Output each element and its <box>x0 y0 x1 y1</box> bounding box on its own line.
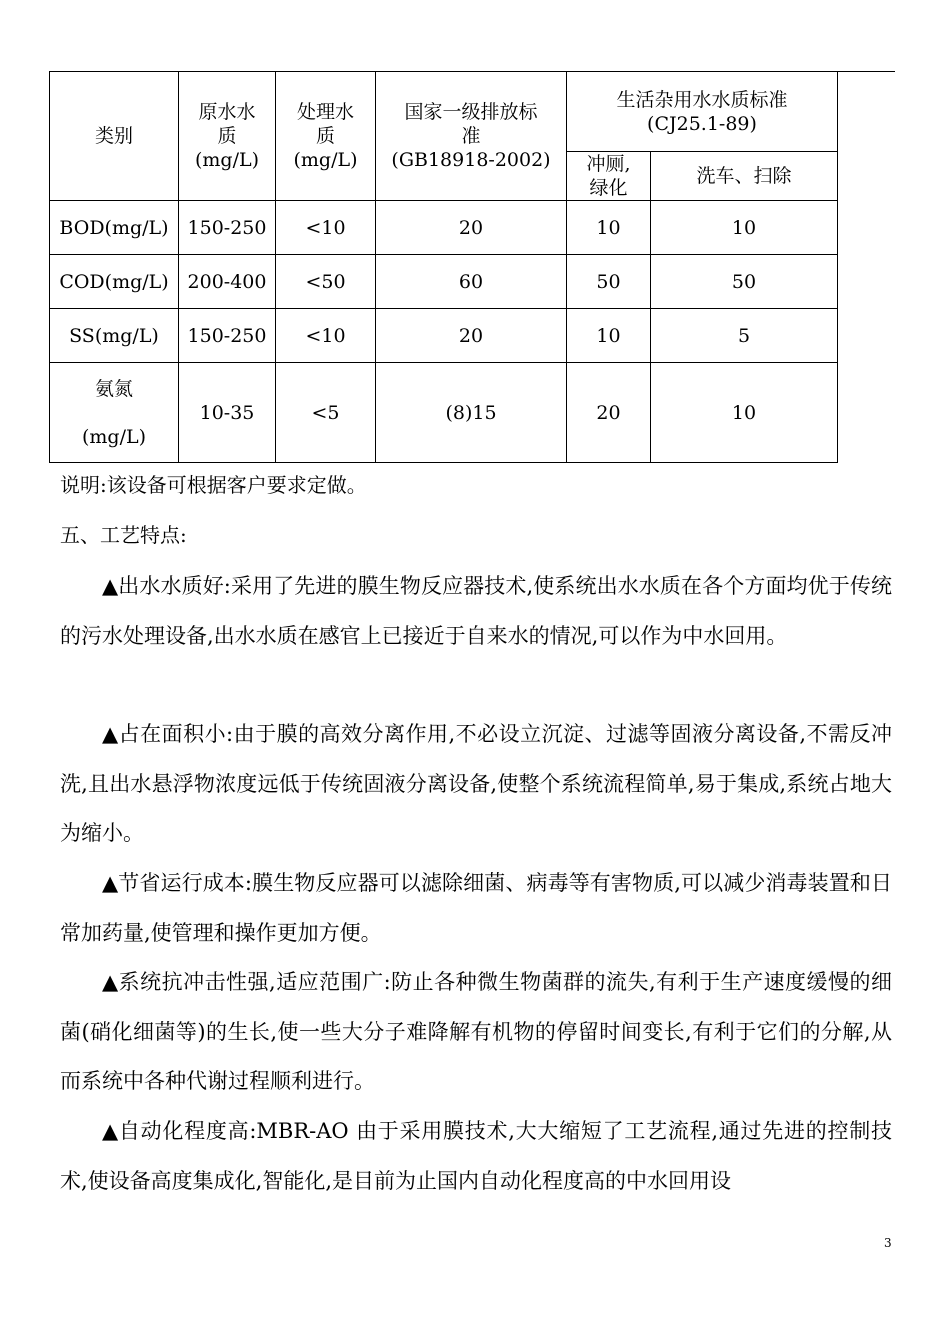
cell-flush: 10 <box>567 201 651 255</box>
table-row <box>50 201 838 255</box>
row-name: 氨氮 (mg/L) <box>50 363 179 463</box>
header-category: 类别 <box>50 72 179 201</box>
table-header-row <box>50 72 838 152</box>
header-reuse-standard: 生活杂用水水质标准 (CJ25.1-89) <box>567 72 838 152</box>
row-name: SS(mg/L) <box>50 309 179 363</box>
cell-national: 20 <box>376 309 567 363</box>
cell-flush: 50 <box>567 255 651 309</box>
row-name: COD(mg/L) <box>50 255 179 309</box>
table-note: 说明:该设备可根据客户要求定做。 <box>60 473 367 497</box>
header-flush-greening: 冲厕, 绿化 <box>567 152 651 201</box>
cell-national: (8)15 <box>376 363 567 463</box>
paragraph-small-footprint: ▲占在面积小:由于膜的高效分离作用,不必设立沉淀、过滤等固液分离设备,不需反冲洗,且出水悬浮物浓度远低于传统固液分离设备,使整个系统流程简单,易于集成,系统占地大为缩小。 <box>60 722 892 845</box>
paragraph-water-quality: ▲出水水质好:采用了先进的膜生物反应器技术,使系统出水水质在各个方面均优于传统的污水处理设备,出水水质在感官上已接近于自来水的情况,可以作为中水回用。 <box>60 574 892 648</box>
cell-treated: <10 <box>276 309 376 363</box>
table-row <box>50 309 838 363</box>
header-national-standard: 国家一级排放标 准 (GB18918-2002) <box>376 72 567 201</box>
cell-raw: 150-250 <box>179 309 276 363</box>
table-row <box>50 363 838 463</box>
cell-flush: 10 <box>567 309 651 363</box>
cell-raw: 200-400 <box>179 255 276 309</box>
cell-treated: <5 <box>276 363 376 463</box>
cell-wash: 10 <box>651 201 838 255</box>
table-row <box>50 255 838 309</box>
header-raw-water: 原水水 质 (mg/L) <box>179 72 276 201</box>
cell-raw: 10-35 <box>179 363 276 463</box>
row-name: BOD(mg/L) <box>50 201 179 255</box>
cell-treated: <50 <box>276 255 376 309</box>
cell-national: 60 <box>376 255 567 309</box>
page-number: 3 <box>884 1236 892 1250</box>
cell-national: 20 <box>376 201 567 255</box>
header-treated-water: 处理水 质 (mg/L) <box>276 72 376 201</box>
cell-wash: 10 <box>651 363 838 463</box>
cell-raw: 150-250 <box>179 201 276 255</box>
cell-wash: 5 <box>651 309 838 363</box>
cell-flush: 20 <box>567 363 651 463</box>
section-heading: 五、工艺特点: <box>60 523 187 547</box>
paragraph-cost-saving: ▲节省运行成本:膜生物反应器可以滤除细菌、病毒等有害物质,可以减少消毒装置和日常加药量,使管理和操作更加方便。 <box>60 871 892 945</box>
header-car-wash-cleaning: 洗车、扫除 <box>651 152 838 201</box>
cell-treated: <10 <box>276 201 376 255</box>
header-rule <box>838 71 895 72</box>
cell-wash: 50 <box>651 255 838 309</box>
water-quality-table <box>49 71 838 463</box>
paragraph-shock-resistance: ▲系统抗冲击性强,适应范围广:防止各种微生物菌群的流失,有利于生产速度缓慢的细菌(硝化细菌等)的生长,使一些大分子难降解有机物的停留时间变长,有利于它们的分解,从而系统中各种代谢过程顺利进行。 <box>60 970 892 1093</box>
paragraph-automation: ▲自动化程度高:MBR-AO 由于采用膜技术,大大缩短了工艺流程,通过先进的控制技术,使设备高度集成化,智能化,是目前为止国内自动化程度高的中水回用设 <box>60 1119 892 1193</box>
